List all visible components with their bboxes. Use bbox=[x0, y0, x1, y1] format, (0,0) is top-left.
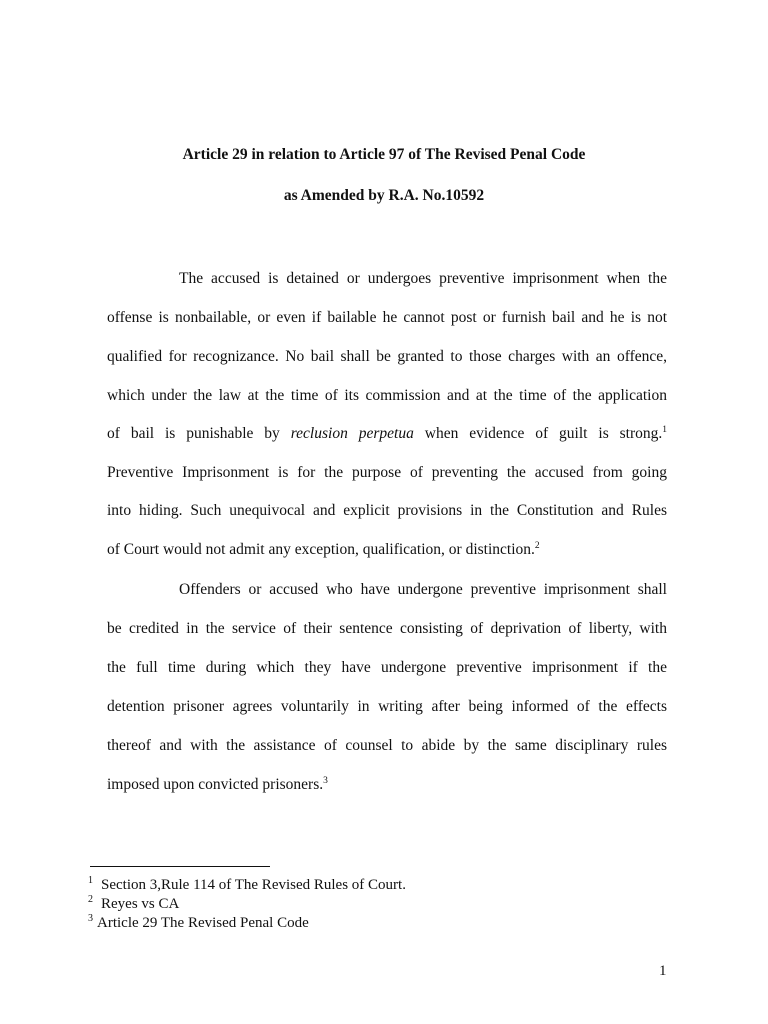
paragraph-line bbox=[107, 424, 667, 444]
text-run: of bail is punishable by bbox=[107, 425, 280, 442]
footnote-text: Reyes vs CA bbox=[101, 896, 180, 912]
document-subtitle: as Amended by R.A. No.10592 bbox=[283, 187, 485, 204]
paragraph-line: Offenders or accused who have undergone preventive imprisonment shall bbox=[179, 581, 667, 598]
paragraph-line: qualified for recognizance. No bail shall be granted to those charges with an offence, bbox=[107, 348, 667, 365]
footnote-item: 3 Article 29 The Revised Penal Code bbox=[88, 913, 309, 931]
footnote-item: 2 Reyes vs CA bbox=[88, 894, 180, 912]
footnote-text: Section 3,Rule 114 of The Revised Rules of Court. bbox=[101, 877, 406, 893]
latin-term: reclusion perpetua bbox=[290, 425, 414, 442]
page-number: 1 bbox=[659, 963, 667, 979]
paragraph-line: offense is nonbailable, or even if bailable he cannot post or furnish bail and he is not bbox=[107, 309, 667, 326]
paragraph-line: into hiding. Such unequivocal and explicit provisions in the Constitution and Rules bbox=[107, 502, 667, 519]
paragraph-line: Preventive Imprisonment is for the purpose of preventing the accused from going bbox=[107, 464, 667, 481]
text-run: of Court would not admit any exception, qualification, or distinction. bbox=[107, 541, 535, 558]
footnote-separator bbox=[90, 866, 270, 867]
text-run: when evidence of guilt is strong. bbox=[424, 425, 663, 442]
footnote-ref[interactable]: 1 bbox=[662, 425, 668, 435]
paragraph-line: thereof and with the assistance of counsel to abide by the same disciplinary rules bbox=[107, 737, 667, 754]
footnote-ref[interactable]: 2 bbox=[534, 541, 540, 551]
text-run: imposed upon convicted prisoners. bbox=[107, 776, 324, 793]
paragraph-line bbox=[107, 540, 667, 560]
paragraph-line: which under the law at the time of its commission and at the time of the application bbox=[107, 387, 667, 404]
paragraph-line: The accused is detained or undergoes preventive imprisonment when the bbox=[179, 270, 667, 287]
footnote-text: Article 29 The Revised Penal Code bbox=[97, 915, 309, 931]
document-title: Article 29 in relation to Article 97 of The Revised Penal Code bbox=[182, 146, 586, 163]
footnote-ref[interactable]: 3 bbox=[323, 776, 328, 786]
paragraph-line: detention prisoner agrees voluntarily in writing after being informed of the effects bbox=[107, 698, 667, 715]
footnote-item: 1 Section 3,Rule 114 of The Revised Rules of Court. bbox=[88, 875, 406, 893]
paragraph-line bbox=[107, 775, 667, 795]
paragraph-line: the full time during which they have undergone preventive imprisonment if the bbox=[107, 659, 667, 676]
paragraph-line: be credited in the service of their sentence consisting of deprivation of liberty, with bbox=[107, 620, 667, 637]
